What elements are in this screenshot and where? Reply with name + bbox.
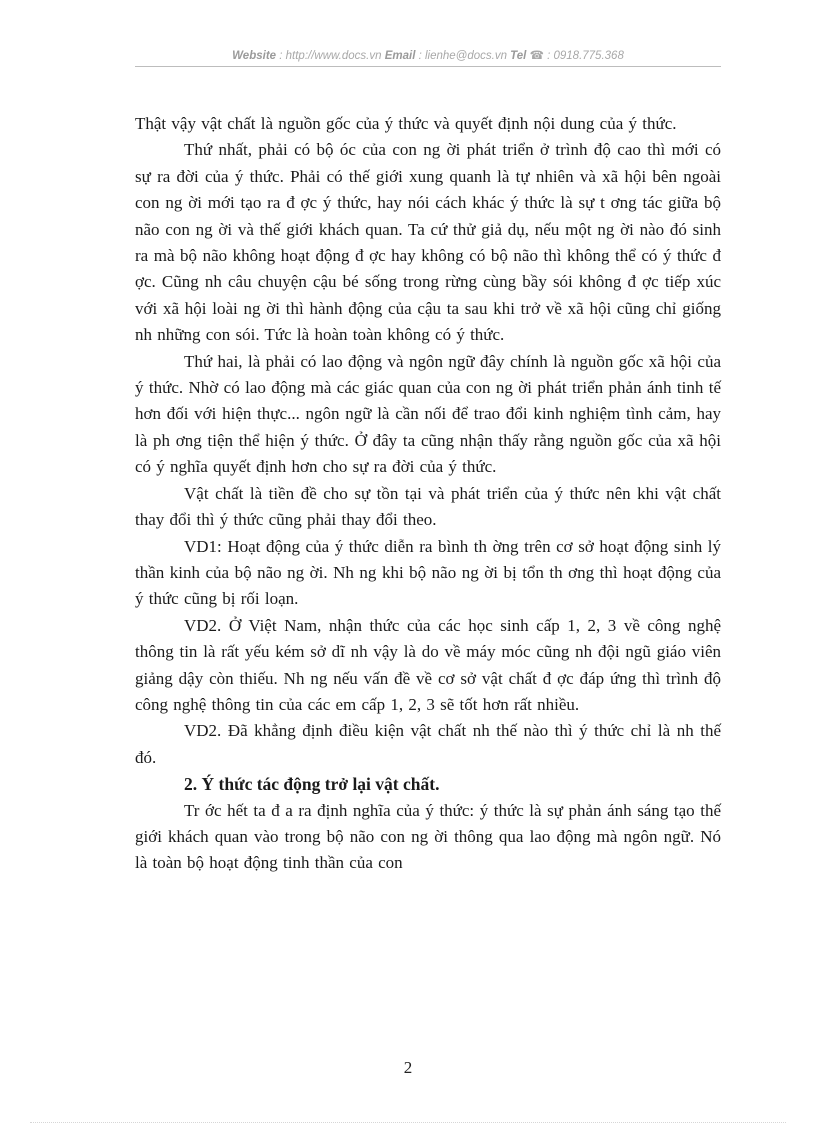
paragraph-second-condition: Thứ hai, là phải có lao động và ngôn ngữ đây chính là nguồn gốc xã hội của ý thức. Nhờ có lao động mà các giác quan của con ng ời phát triển phản ánh tinh tế hơn đối với hiện thực... ngôn ngữ là cần nối để trao đổi kinh nghiệm tình cảm, hay là ph ơng tiện thể hiện ý thức. Ở đây ta cũng nhận thấy rằng nguồn gốc của xã hội có ý nghĩa quyết định hơn cho sự ra đời của ý thức. bbox=[135, 351, 721, 477]
paragraph-example-1: VD1: Hoạt động của ý thức diễn ra bình th ờng trên cơ sở hoạt động sinh lý thần kinh của bộ não ng ời. Nh ng khi bộ não ng ời bị tổn th ơng thì hoạt động của ý thức cũng bị rối loạn. bbox=[135, 536, 721, 609]
header-divider bbox=[135, 66, 721, 67]
section-heading: 2. Ý thức tác động trở lại vật chất. bbox=[184, 774, 440, 795]
page-header bbox=[135, 48, 721, 66]
paragraph-example-2: VD2. Ở Việt Nam, nhận thức của các học sinh cấp 1, 2, 3 về công nghệ thông tin là rất yếu kém sở dĩ nh vậy là do về máy móc cũng nh đội ngũ giáo viên giảng dậy còn thiếu. Nh ng nếu vấn đề về cơ sở vật chất đ ợc đáp ứng thì trình độ công nghệ thông tin của các em cấp 1, 2, 3 sẽ tốt hơn rất nhiều. bbox=[135, 615, 721, 714]
page-number: 2 bbox=[403, 1058, 413, 1077]
telephone-icon: ☎ bbox=[529, 50, 544, 62]
paragraph-premise: Vật chất là tiền đề cho sự tồn tại và phát triển của ý thức nên khi vật chất thay đổi thì ý thức cũng phải thay đổi theo. bbox=[135, 483, 721, 530]
website-label: Website bbox=[232, 50, 277, 62]
document-body bbox=[135, 111, 721, 877]
website-value: : http://www.docs.vn bbox=[276, 50, 385, 62]
paragraph-definition: Tr ớc hết ta đ a ra định nghĩa của ý thức: ý thức là sự phản ánh sáng tạo thế giới khách quan vào trong bộ não con ng ời thông qua lao động mà ngôn ngữ. Nó là toàn bộ hoạt động tinh thần của con bbox=[135, 800, 721, 873]
email-value: : lienhe@docs.vn bbox=[415, 50, 511, 62]
tel-value: : 0918.775.368 bbox=[543, 50, 624, 62]
paragraph-intro: Thật vậy vật chất là nguồn gốc của ý thức và quyết định nội dung của ý thức. bbox=[135, 114, 677, 133]
paragraph-example-3: VD2. Đã khẳng định điều kiện vật chất nh thế nào thì ý thức chỉ là nh thế đó. bbox=[135, 721, 721, 767]
tel-label: Tel bbox=[510, 50, 527, 62]
paragraph-first-condition: Thứ nhất, phải có bộ óc của con ng ời phát triển ở trình độ cao thì mới có sự ra đời của ý thức. Phải có thế giới xung quanh là tự nhiên và xã hội bên ngoài con ng ời mới tạo ra đ ợc ý thức, hay nói cách khác ý thức là sự t ơng tác giữa bộ não con ng ời và thế giới khách quan. Ta cứ thử giả dụ, nếu một ng ời nào đó sinh ra mà bộ não không hoạt động đ ợc hay không có bộ não thì không thể có ý thức đ ợc. Cũng nh câu chuyện cậu bé sống trong rừng cùng bầy sói không đ ợc tiếp xúc với xã hội loài ng ời thì hành động của cậu ta sau khi trở về xã hội cũng chỉ giống nh những con sói. Tức là hoàn toàn không có ý thức. bbox=[135, 140, 721, 345]
email-label: Email bbox=[384, 50, 416, 62]
